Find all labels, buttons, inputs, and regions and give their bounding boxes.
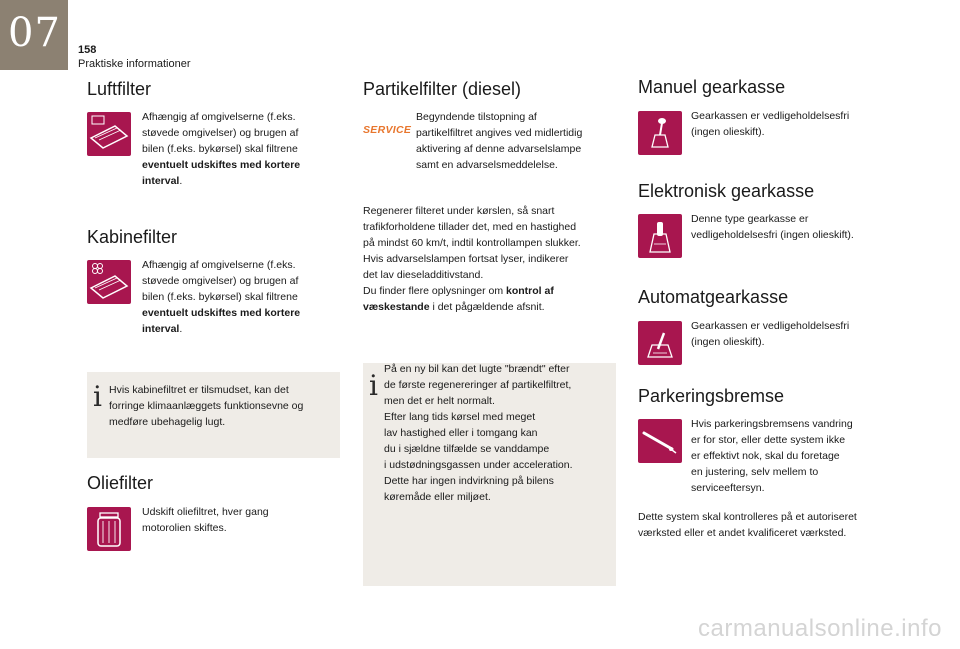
text-line: Gearkassen er vedligeholdelsesfri: [691, 110, 850, 122]
heading-manuel-gearkasse: Manuel gearkasse: [638, 77, 786, 97]
text-line: Hvis parkeringsbremsens vandring: [691, 418, 853, 430]
text-line: Efter lang tids kørsel med meget: [384, 411, 536, 423]
text-line: men det er helt normalt.: [384, 395, 495, 407]
text-line: Hvis advarselslampen fortsat lyser, indikerer: [363, 253, 569, 265]
manual-gearbox-icon: [638, 111, 682, 155]
text-line: støvede omgivelser) og brugen af: [142, 275, 299, 287]
text-line: det lav dieseladditivstand.: [363, 269, 484, 281]
text-line: Afhængig af omgivelserne (f.eks.: [142, 259, 296, 271]
text-line: serviceeftersyn.: [691, 482, 765, 494]
text-bold: interval: [142, 175, 180, 187]
electronic-gearbox-icon: [638, 214, 682, 258]
parking-brake-icon: [638, 419, 682, 463]
text-line: På en ny bil kan det lugte "brændt" efter: [384, 363, 570, 375]
partikelfilter-intro: [416, 109, 616, 173]
text-line: Dette system skal kontrolleres på et autoriseret: [638, 511, 857, 523]
heading-oliefilter: Oliefilter: [87, 473, 154, 493]
heading-luftfilter: Luftfilter: [87, 79, 152, 99]
oliefilter-text: [142, 504, 342, 536]
text-line: trafikforholdene tillader det, med en hastighed: [363, 221, 577, 233]
text-line: motorolien skiftes.: [142, 522, 227, 534]
page-number: 158: [78, 44, 97, 56]
text-end: .: [179, 175, 183, 187]
text-line: lav hastighed eller i tomgang kan: [384, 427, 538, 439]
partikelfilter-body: [363, 203, 618, 315]
section-title: Praktiske informationer: [78, 58, 191, 70]
text-line: bilen (f.eks. bykørsel) skal filtrene: [142, 291, 298, 303]
text-line: medføre ubehagelig lugt.: [109, 416, 226, 428]
heading-parkeringsbremse: Parkeringsbremse: [638, 386, 785, 406]
text-line: Gearkassen er vedligeholdelsesfri: [691, 320, 850, 332]
note-text: [384, 361, 614, 505]
text-line: de første regenereringer af partikelfiltret,: [384, 379, 572, 391]
parkering-footer: [638, 509, 908, 541]
air-filter-icon: [87, 112, 131, 156]
text-line: (ingen olieskift).: [691, 126, 765, 138]
heading-kabinefilter: Kabinefilter: [87, 227, 178, 247]
text-line: køremåde eller miljøet.: [384, 491, 491, 503]
text-bold: væskestande: [363, 301, 430, 313]
chapter-number: 07: [8, 10, 61, 56]
text-bold: eventuelt udskiftes med kortere: [142, 307, 301, 319]
text-line: på mindst 60 km/t, indtil kontrollampen slukker.: [363, 237, 581, 249]
luftfilter-text: [142, 109, 342, 189]
automatic-gearbox-icon: [638, 321, 682, 365]
text-line: Udskift oliefiltret, hver gang: [142, 506, 269, 518]
info-note-partikelfilter: [363, 363, 616, 586]
automat-text: [691, 318, 891, 350]
text-line: (ingen olieskift).: [691, 336, 765, 348]
text-line: partikelfiltret angives ved midlertidig: [416, 127, 583, 139]
text-end: i det pågældende afsnit.: [429, 301, 545, 313]
text-line: i udstødningsgassen under acceleration.: [384, 459, 573, 471]
text-line: er effektivt nok, skal du foretage: [691, 450, 840, 462]
text-line: Dette har ingen indvirkning på bilens: [384, 475, 554, 487]
watermark: carmanualsonline.info: [698, 615, 942, 642]
text-line: samt en advarselsmeddelelse.: [416, 159, 558, 171]
text-line: vedligeholdelsesfri (ingen olieskift).: [691, 229, 854, 241]
text-line: Begyndende tilstopning af: [416, 111, 537, 123]
text-line: en justering, selv mellem to: [691, 466, 819, 478]
text-line: er for stor, eller dette system ikke: [691, 434, 846, 446]
text-line: Regenerer filteret under kørslen, så snart: [363, 205, 555, 217]
text-bold: interval: [142, 323, 180, 335]
service-warning-icon: SERVICE: [363, 124, 412, 136]
text-line: Hvis kabinefiltret er tilsmudset, kan det: [109, 384, 289, 396]
heading-automatgearkasse: Automatgearkasse: [638, 287, 789, 307]
text-line: forringe klimaanlæggets funktionsevne og: [109, 400, 304, 412]
info-icon: i: [369, 369, 378, 402]
text-line: Denne type gearkasse er: [691, 213, 809, 225]
cabin-filter-icon: [87, 260, 131, 304]
heading-elektronisk-gearkasse: Elektronisk gearkasse: [638, 181, 815, 201]
text-bold: eventuelt udskiftes med kortere: [142, 159, 301, 171]
text-line: Du finder flere oplysninger om: [363, 285, 504, 297]
elektronisk-text: [691, 211, 901, 243]
heading-partikelfilter: Partikelfilter (diesel): [363, 79, 522, 99]
oil-filter-icon: [87, 507, 131, 551]
text-line: du i sjældne tilfælde se vanddampe: [384, 443, 550, 455]
text-line: værksted eller et andet kvalificeret værksted.: [638, 527, 847, 539]
text-line: støvede omgivelser) og brugen af: [142, 127, 299, 139]
text-line: bilen (f.eks. bykørsel) skal filtrene: [142, 143, 298, 155]
text-line: Afhængig af omgivelserne (f.eks.: [142, 111, 296, 123]
info-icon: i: [93, 380, 102, 413]
info-note-kabinefilter: [87, 372, 340, 458]
parkering-text: [691, 416, 891, 496]
manuel-text: [691, 108, 891, 140]
text-line: aktivering af denne advarselslampe: [416, 143, 582, 155]
chapter-tab: [0, 0, 68, 70]
text-end: .: [179, 323, 183, 335]
note-text: [109, 382, 337, 430]
text-bold: kontrol af: [506, 285, 554, 297]
kabinefilter-text: [142, 257, 342, 337]
